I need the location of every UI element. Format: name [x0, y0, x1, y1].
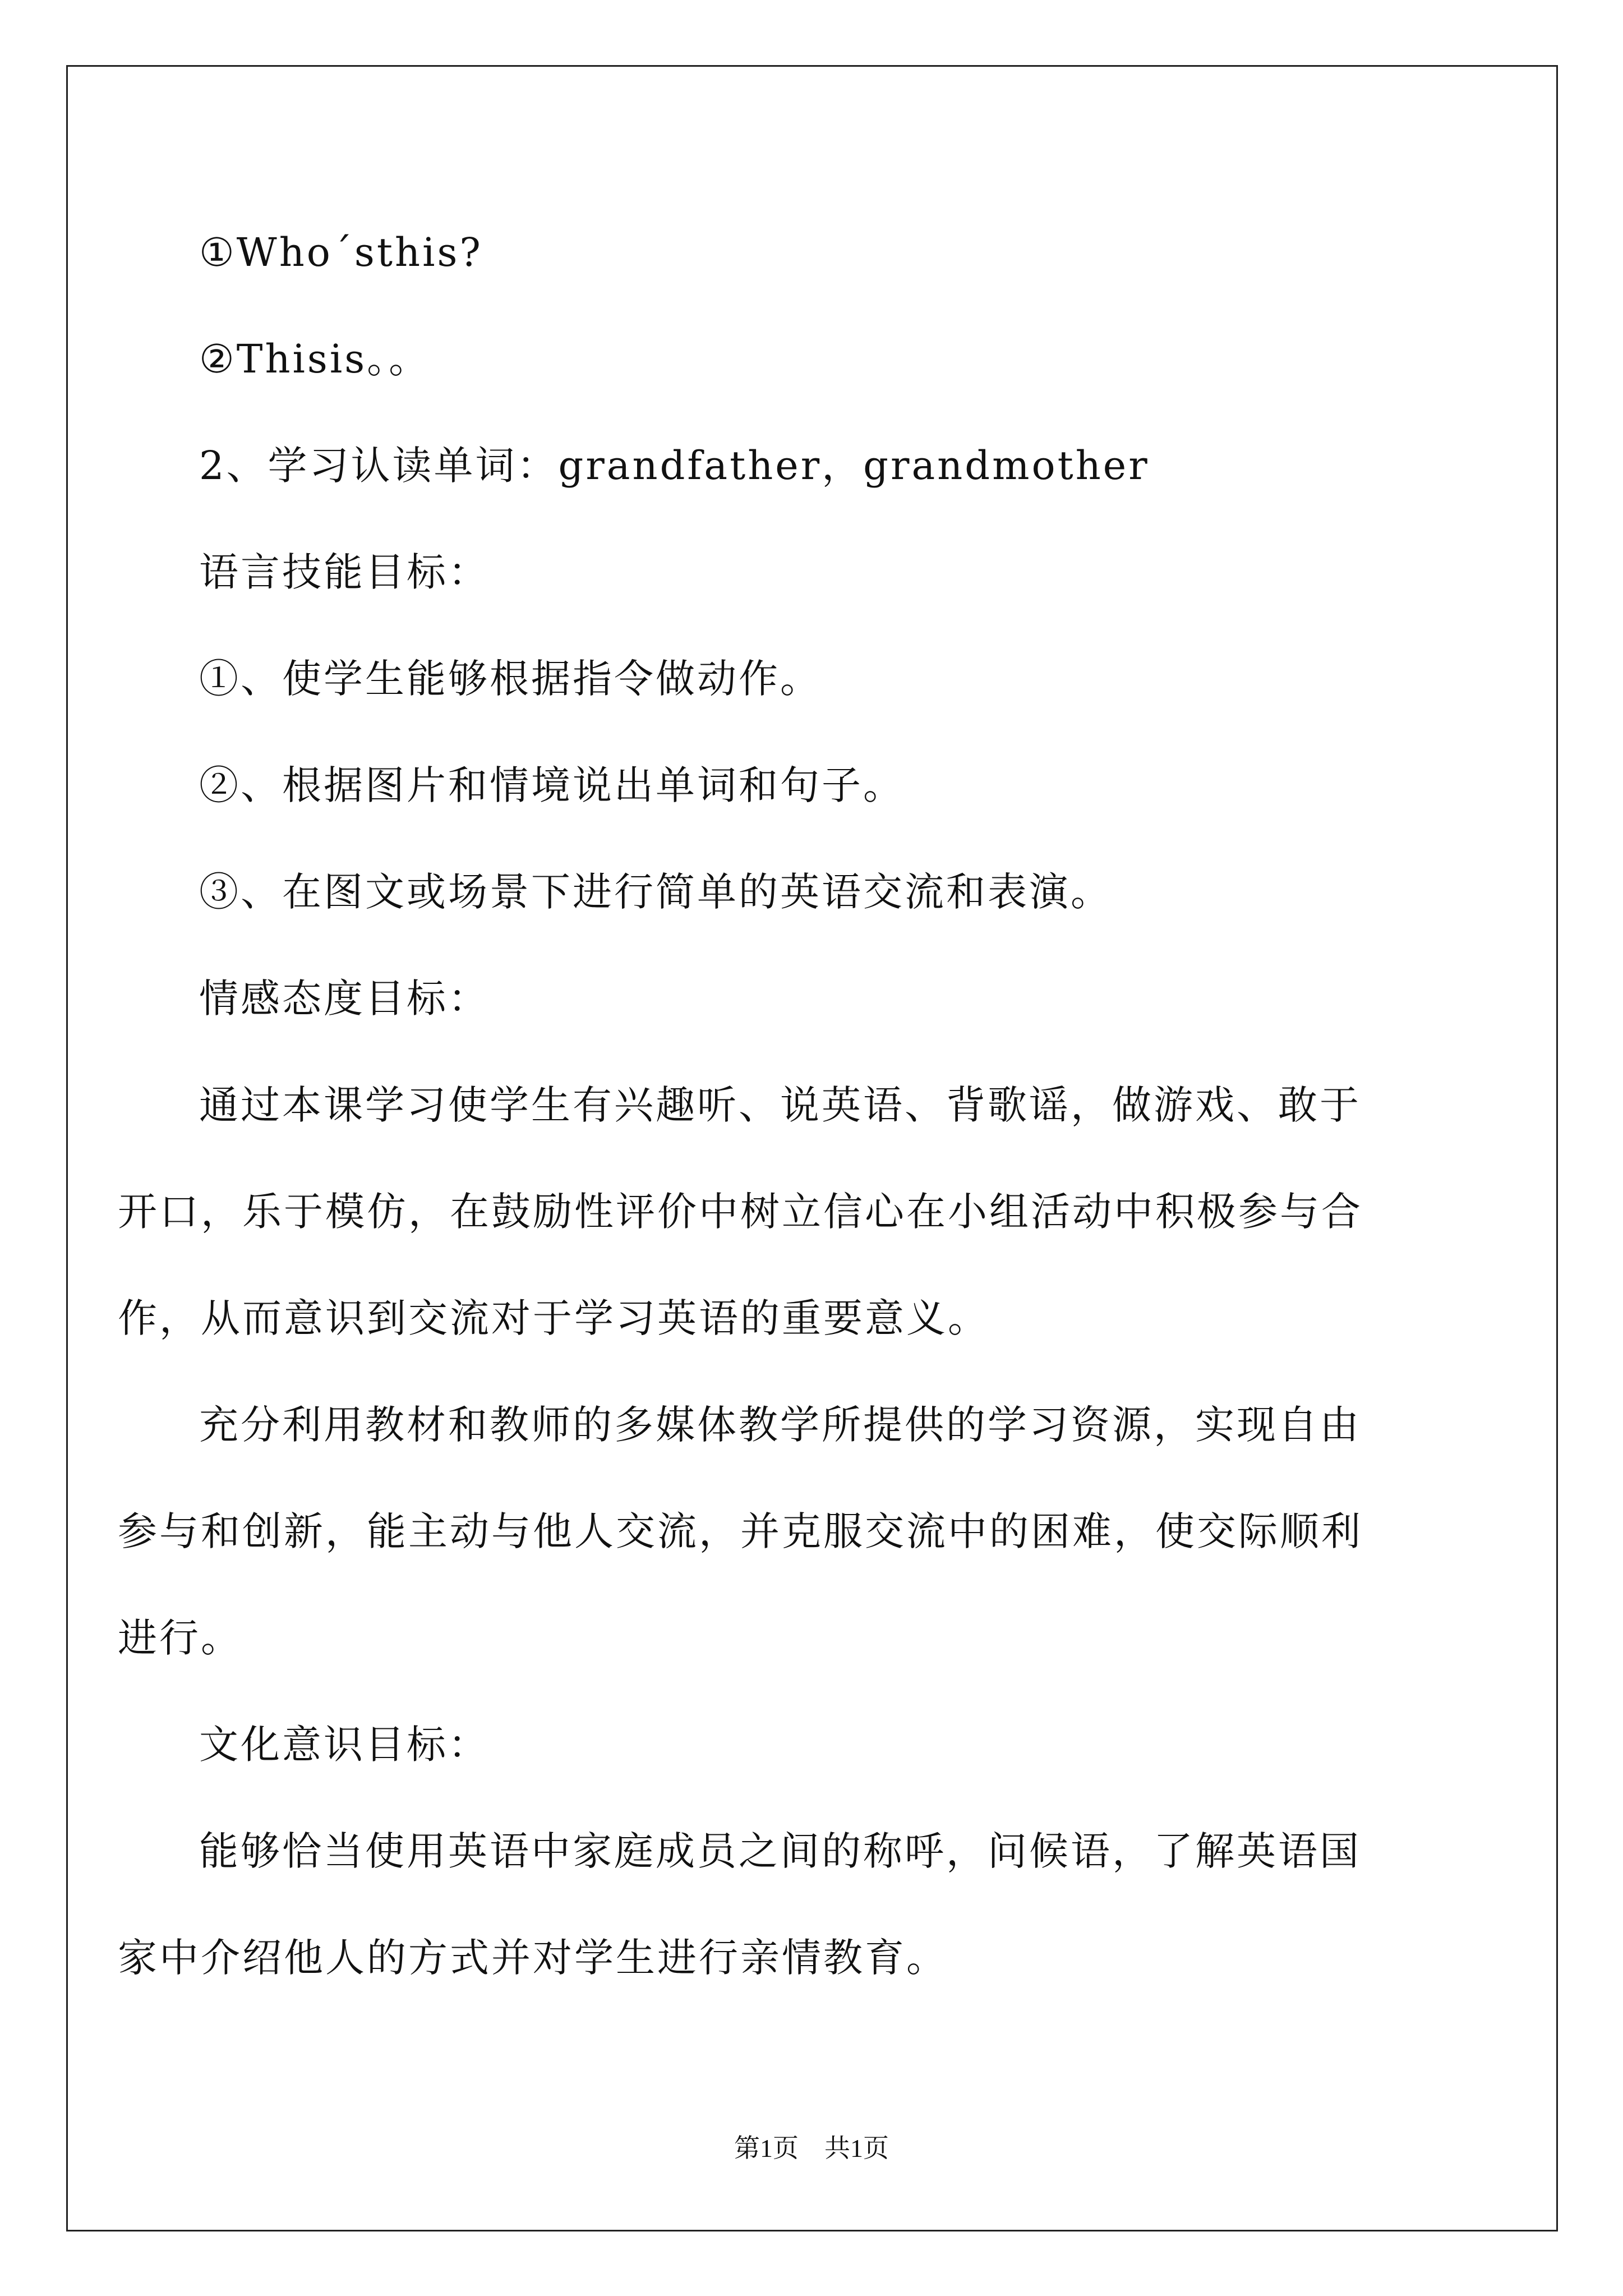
text-line: 2、学习认读单词：grandfather，grandmother	[199, 443, 1150, 489]
text-line: ①、使学生能够根据指令做动作。	[199, 656, 822, 702]
paragraph-line: 通过本课学习使学生有兴趣听、说英语、背歌谣，做游戏、敢于	[199, 1082, 1361, 1128]
page-frame	[66, 65, 1558, 2231]
section-heading: 文化意识目标：	[199, 1722, 490, 1768]
paragraph-line: 参与和创新，能主动与他人交流，并克服交流中的困难，使交际顺利	[118, 1508, 1363, 1554]
text-line: ②、根据图片和情境说出单词和句子。	[199, 762, 905, 808]
section-heading: 情感态度目标：	[199, 976, 490, 1022]
section-heading: 语言技能目标：	[199, 549, 490, 595]
text-line: ③、在图文或场景下进行简单的英语交流和表演。	[199, 869, 1112, 915]
page-count: 共1页	[824, 2134, 889, 2162]
paragraph-line: 进行。	[118, 1615, 242, 1661]
paragraph-line: 作，从而意识到交流对于学习英语的重要意义。	[118, 1295, 989, 1341]
paragraph-line: 充分利用教材和教师的多媒体教学所提供的学习资源，实现自由	[199, 1402, 1361, 1448]
page-footer	[0, 2132, 1623, 2165]
paragraph-line: 开口，乐于模仿，在鼓励性评价中树立信心在小组活动中积极参与合	[118, 1189, 1363, 1235]
text-line: ②Thisis。。	[199, 336, 431, 382]
page-number: 第1页	[734, 2134, 799, 2162]
paragraph-line: 能够恰当使用英语中家庭成员之间的称呼，问候语，了解英语国	[199, 1828, 1361, 1874]
paragraph-line: 家中介绍他人的方式并对学生进行亲情教育。	[118, 1935, 948, 1981]
text-line: ①Who´sthis?	[199, 229, 483, 275]
